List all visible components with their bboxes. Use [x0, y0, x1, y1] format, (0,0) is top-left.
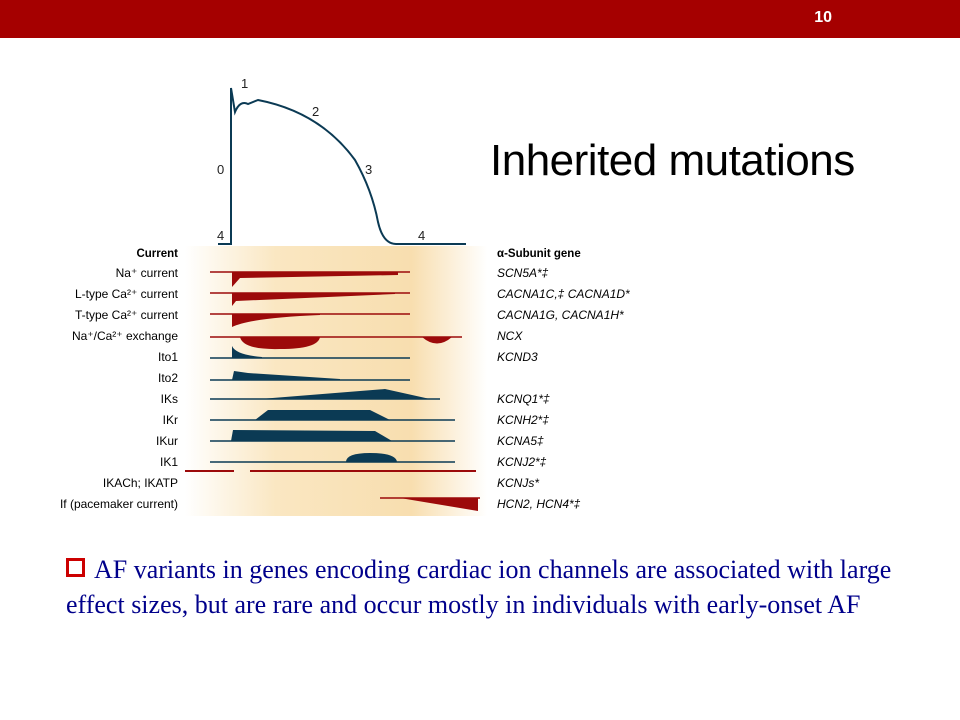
- gene-label: KCNJ2*‡: [497, 455, 547, 469]
- current-label: Na⁺ current: [115, 266, 178, 280]
- gene-label: KCNQ1*‡: [497, 392, 550, 406]
- slide-title: Inherited mutations: [490, 136, 855, 185]
- phase-label: 2: [312, 104, 320, 119]
- phase-labels: [217, 76, 425, 243]
- trace-ikr: [255, 410, 390, 420]
- gene-label: KCNA5‡: [497, 434, 544, 448]
- phase-label: 4: [418, 228, 426, 243]
- current-label: IKur: [155, 434, 178, 448]
- slide-number: 10: [814, 9, 832, 26]
- phase-label: 1: [241, 76, 249, 91]
- gene-label: SCN5A*‡: [497, 266, 549, 280]
- gene-label: CACNA1C,‡ CACNA1D*: [497, 287, 630, 301]
- phase-label: 0: [217, 162, 225, 177]
- current-label: IKr: [162, 413, 178, 427]
- bullet-text: AF variants in genes encoding cardiac ion channels are associated with large effect sizes, but are rare and occur mostly in individuals with early-onset AF: [66, 555, 892, 619]
- current-label: If (pacemaker current): [59, 497, 178, 511]
- current-label: IKACh; IKATP: [102, 476, 178, 490]
- figure-panel-background: [185, 246, 487, 516]
- gene-label: HCN2, HCN4*‡: [497, 497, 581, 511]
- current-column-header: Current: [136, 248, 178, 260]
- current-label: IKs: [160, 392, 178, 406]
- gene-label: CACNA1G, CACNA1H*: [497, 308, 624, 322]
- gene-label: KCND3: [497, 350, 538, 364]
- bullet-marker-icon: [66, 558, 85, 577]
- gene-column-header: α-Subunit gene: [497, 248, 581, 260]
- gene-label: KCNJs*: [497, 476, 540, 490]
- current-label: L-type Ca²⁺ current: [74, 287, 178, 301]
- current-label: Ito2: [157, 371, 178, 385]
- phase-label: 4: [217, 228, 225, 243]
- current-label: IK1: [159, 455, 178, 469]
- bullet-point: [66, 552, 896, 622]
- current-label: Ito1: [157, 350, 178, 364]
- current-label: Na⁺/Ca²⁺ exchange: [71, 329, 178, 343]
- action-potential-curve: [218, 88, 466, 244]
- trace-ikur: [231, 430, 392, 441]
- current-label: T-type Ca²⁺ current: [74, 308, 178, 322]
- gene-label: NCX: [497, 329, 523, 343]
- phase-label: 3: [365, 162, 373, 177]
- gene-label: KCNH2*‡: [497, 413, 550, 427]
